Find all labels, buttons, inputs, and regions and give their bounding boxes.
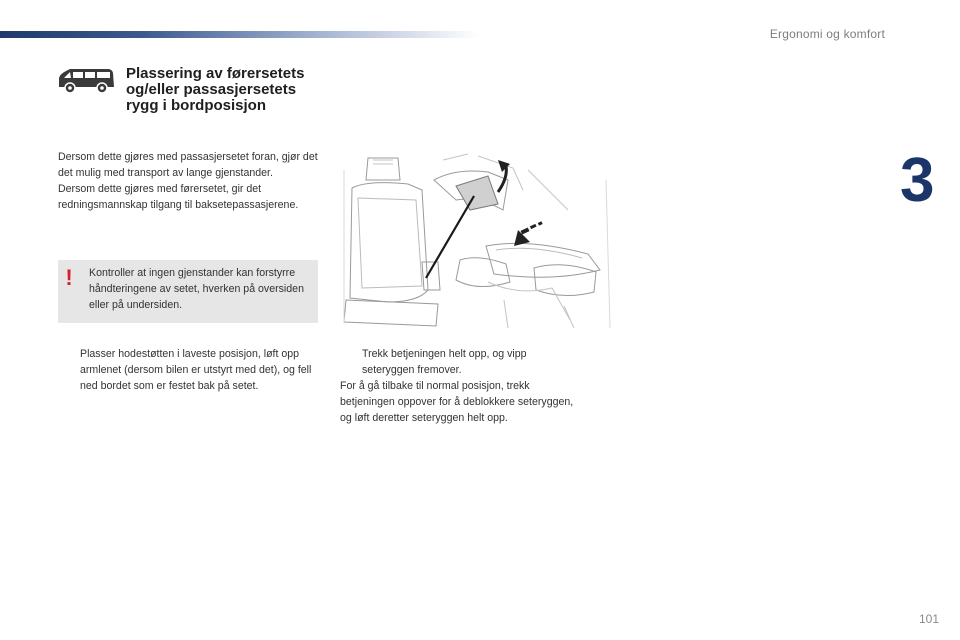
header-gradient-bar [0, 31, 480, 38]
warning-box [58, 260, 318, 323]
section-heading: Plassering av førersetets og/eller passasjersetets rygg i bordposisjon [126, 65, 305, 114]
return-instructions: For å gå tilbake til normal posisjon, trekk betjeningen oppover for å deblokkere seteryggen, og løft deretter seteryggen helt opp. [340, 380, 574, 424]
step-1-text: Plasser hodestøtten i laveste posisjon, løft opp armlenet (dersom bilen er utstyrt med det), og fell ned bordet som er festet bak på setet. [80, 348, 312, 392]
section-title: Ergonomi og komfort [769, 27, 885, 41]
step-2 [340, 346, 580, 378]
intro-paragraph: Dersom dette gjøres med passasjersetet foran, gjør det det mulig med transport av lange gjenstander. Dersom dette gjøres med førersetet, gir det redningsmannskap tilgang til baksetepassasjerene. [58, 151, 318, 211]
seat-table-illustration [338, 150, 613, 330]
exclamation-icon: ! [65, 265, 73, 290]
warning-text: Kontroller at ingen gjenstander kan forstyrre håndteringene av setet, hverken på oversiden eller på undersiden. [89, 267, 304, 311]
page-number: 101 [918, 612, 939, 626]
step-1 [58, 346, 320, 394]
chapter-number: 3 [900, 146, 935, 215]
van-icon [56, 67, 116, 95]
step-2-text: Trekk betjeningen helt opp, og vipp seteryggen fremover. [362, 348, 527, 376]
